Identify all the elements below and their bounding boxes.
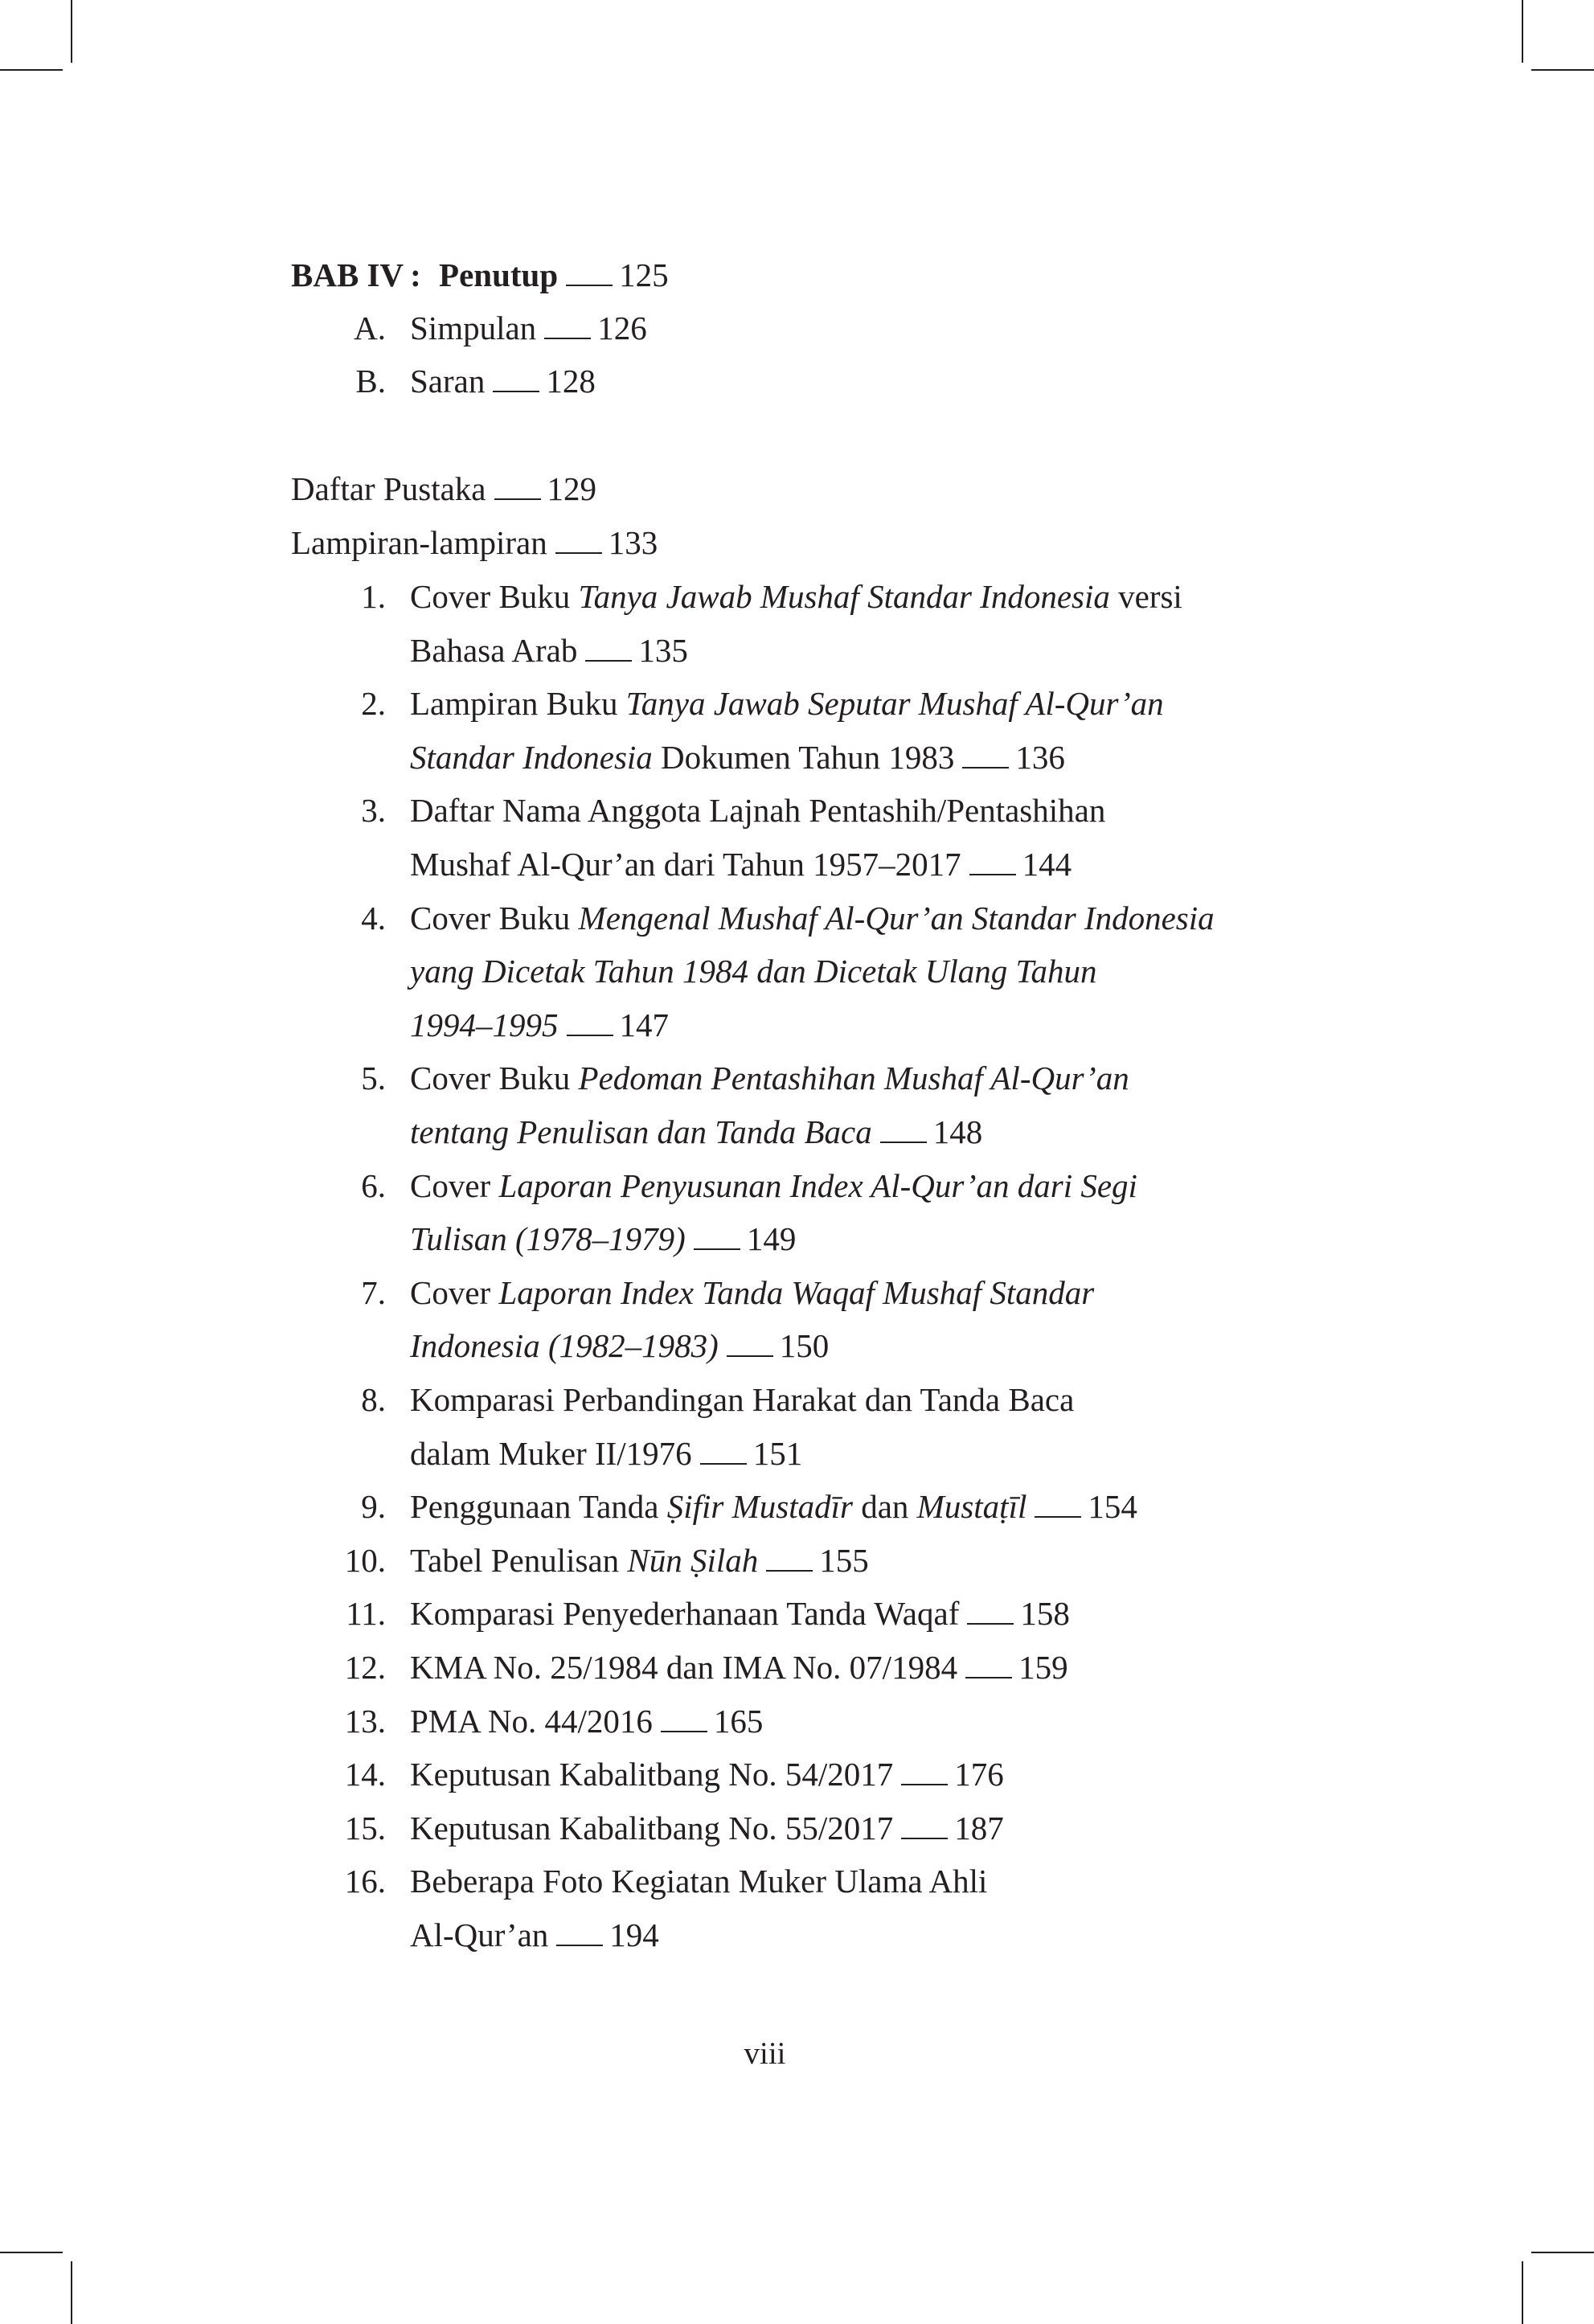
entry-number: 14. <box>344 1756 386 1793</box>
entry-text <box>410 1862 987 1900</box>
entry-text-segment: Penggunaan Tanda <box>410 1488 667 1525</box>
entry-text <box>410 1916 659 1954</box>
entry-text-segment: Lampiran Buku <box>410 685 626 722</box>
italic-title: Laporan Penyusunan Index Al-Qur’an dari Segi <box>498 1167 1137 1204</box>
chapter-title: Penutup <box>439 256 559 293</box>
entry-text <box>410 1273 1094 1312</box>
entry-number: B. <box>355 363 386 400</box>
entry-text <box>410 1648 1068 1687</box>
page-folio: viii <box>744 2036 786 2071</box>
entry-number: 1. <box>361 578 386 615</box>
page-number: 136 <box>1015 739 1065 776</box>
entry-number: 5. <box>361 1060 386 1096</box>
entry-text <box>410 1755 1004 1793</box>
leader-line <box>694 1248 740 1250</box>
leader-line <box>766 1570 813 1572</box>
chapter-heading[interactable] <box>291 256 669 294</box>
leader-line <box>962 767 1009 769</box>
entry-number: 7. <box>361 1274 386 1311</box>
entry-text-segment: Cover Buku <box>410 1060 579 1096</box>
page-number: 149 <box>746 1220 797 1257</box>
entry-text <box>410 738 1065 777</box>
entry-text <box>410 1219 796 1258</box>
leader-line <box>567 1035 613 1036</box>
entry-text <box>410 1380 1074 1419</box>
page-number: 155 <box>819 1542 869 1579</box>
entry-text <box>410 791 1105 830</box>
page-number: 176 <box>954 1756 1004 1793</box>
entry-text-segment: Cover <box>410 1274 499 1311</box>
entry-text: Simpulan <box>410 309 537 346</box>
entry-number: 15. <box>344 1810 386 1846</box>
italic-title: Standar Indonesia <box>410 739 653 776</box>
leader-line <box>585 660 632 662</box>
entry-text-segment: PMA No. 44/2016 <box>410 1703 653 1740</box>
entry-text <box>410 952 1097 990</box>
toc-entry-bibliography[interactable] <box>291 469 596 508</box>
entry-number: 8. <box>361 1381 386 1418</box>
entry-text: Lampiran-lampiran <box>291 524 547 561</box>
entry-number: 4. <box>361 900 386 937</box>
italic-title: Tanya Jawab Seputar Mushaf Al-Qur’an <box>625 685 1164 722</box>
entry-number: A. <box>354 309 386 346</box>
entry-number: 2. <box>361 685 386 722</box>
page-number: 158 <box>1020 1595 1070 1632</box>
entry-text-segment: Tabel Penulisan <box>410 1542 628 1579</box>
entry-text-segment: KMA No. 25/1984 dan IMA No. 07/1984 <box>410 1649 958 1686</box>
entry-text-segment: dan <box>852 1488 917 1525</box>
entry-number: 9. <box>361 1488 386 1525</box>
entry-text <box>410 899 1215 937</box>
leader-line <box>556 1945 603 1946</box>
italic-title: Laporan Index Tanda Waqaf Mushaf Standar <box>498 1274 1095 1311</box>
italic-title: yang Dicetak Tahun 1984 dan Dicetak Ulang Tahun <box>410 953 1097 990</box>
page-number: 128 <box>546 363 596 400</box>
entry-text-segment: Cover Buku <box>410 900 579 937</box>
leader-line <box>494 498 541 500</box>
page-number: 165 <box>713 1703 764 1740</box>
page-number: 133 <box>608 524 658 561</box>
entry-text-segment: Daftar Nama Anggota Lajnah Pentashih/Pentashihan <box>410 792 1106 829</box>
italic-title: tentang Penulisan dan Tanda Baca <box>410 1113 872 1150</box>
page-number: 187 <box>954 1810 1004 1846</box>
leader-line <box>555 552 602 554</box>
italic-title: Tulisan (1978–1979) <box>410 1220 686 1257</box>
italic-title: Indonesia (1982–1983) <box>410 1327 719 1364</box>
page-number: 135 <box>638 632 688 669</box>
entry-text-segment: Komparasi Penyederhanaan Tanda Waqaf <box>410 1595 960 1632</box>
page-number: 126 <box>597 309 647 346</box>
entry-number: 6. <box>361 1167 386 1204</box>
leader-line <box>1035 1516 1081 1518</box>
leader-line <box>700 1463 747 1465</box>
leader-line <box>661 1731 707 1732</box>
entry-text <box>410 684 1164 723</box>
entry-text <box>410 1113 982 1151</box>
page-number: 150 <box>779 1327 830 1364</box>
entry-text <box>410 1594 1070 1633</box>
page-number: 151 <box>752 1435 803 1472</box>
leader-line <box>967 1623 1014 1625</box>
entry-text <box>410 1541 869 1580</box>
entry-number: 10. <box>344 1542 386 1579</box>
leader-line <box>969 874 1016 875</box>
entry-text-segment: versi <box>1109 578 1182 615</box>
leader-line <box>880 1142 927 1143</box>
entry-number: 3. <box>361 792 386 829</box>
italic-title: Nūn Ṣilah <box>627 1542 759 1579</box>
entry-text <box>410 845 1072 883</box>
entry-text <box>410 1006 669 1044</box>
entry-text-segment: Keputusan Kabalitbang No. 54/2017 <box>410 1756 894 1793</box>
italic-title: Mustaṭīl <box>916 1488 1027 1525</box>
leader-line <box>965 1677 1012 1678</box>
italic-title: Mengenal Mushaf Al-Qur’an Standar Indonesia <box>578 900 1215 937</box>
leader-line <box>901 1784 948 1785</box>
page-number: 144 <box>1022 846 1072 883</box>
italic-title: Ṣifir Mustadīr <box>666 1488 853 1525</box>
chapter-separator: : <box>410 256 421 293</box>
leader-line <box>566 285 613 286</box>
italic-title: Pedoman Pentashihan Mushaf Al-Qur’an <box>578 1060 1129 1096</box>
leader-line <box>727 1355 773 1357</box>
entry-text-segment: Cover <box>410 1167 499 1204</box>
page-number: 147 <box>619 1006 669 1043</box>
entry-text-segment: Keputusan Kabalitbang No. 55/2017 <box>410 1810 894 1846</box>
entry-text <box>410 1326 829 1365</box>
entry-number: 11. <box>346 1595 386 1632</box>
entry-text <box>410 1434 802 1473</box>
entry-text-segment: Komparasi Perbandingan Harakat dan Tanda Baca <box>410 1381 1075 1418</box>
entry-text: Saran <box>410 363 486 400</box>
entry-text <box>410 1702 763 1740</box>
entry-number: 12. <box>344 1649 386 1686</box>
toc-entry-appendices[interactable] <box>291 523 658 562</box>
entry-text-segment: Al-Qur’an <box>410 1916 549 1953</box>
entry-text-segment: Beberapa Foto Kegiatan Muker Ulama Ahli <box>410 1863 988 1900</box>
page-number: 159 <box>1018 1649 1068 1686</box>
leader-line <box>544 338 591 339</box>
entry-text-segment: Dokumen Tahun 1983 <box>652 739 955 776</box>
entry-text <box>410 631 688 670</box>
entry-number: 16. <box>344 1863 386 1900</box>
page-number: 154 <box>1088 1488 1137 1525</box>
entry-text-segment: Mushaf Al-Qur’an dari Tahun 1957–2017 <box>410 846 961 883</box>
italic-title: 1994–1995 <box>410 1006 559 1043</box>
entry-text <box>410 1809 1004 1847</box>
entry-text <box>410 1059 1129 1097</box>
leader-line <box>493 391 539 392</box>
page-number: 194 <box>609 1916 659 1953</box>
page-number: 148 <box>932 1113 983 1150</box>
entry-text-segment: Cover Buku <box>410 578 579 615</box>
entry-text-segment: dalam Muker II/1976 <box>410 1435 692 1472</box>
page-number: 125 <box>619 256 669 293</box>
entry-text <box>410 577 1182 616</box>
entry-text-segment: Bahasa Arab <box>410 632 578 669</box>
chapter-label: BAB IV <box>291 256 404 293</box>
entry-text: Daftar Pustaka <box>291 470 486 507</box>
entry-number: 13. <box>344 1703 386 1740</box>
entry-text <box>410 1487 1137 1526</box>
entry-text <box>410 1166 1137 1205</box>
leader-line <box>901 1838 948 1839</box>
italic-title: Tanya Jawab Mushaf Standar Indonesia <box>578 578 1110 615</box>
page-number: 129 <box>547 470 596 507</box>
